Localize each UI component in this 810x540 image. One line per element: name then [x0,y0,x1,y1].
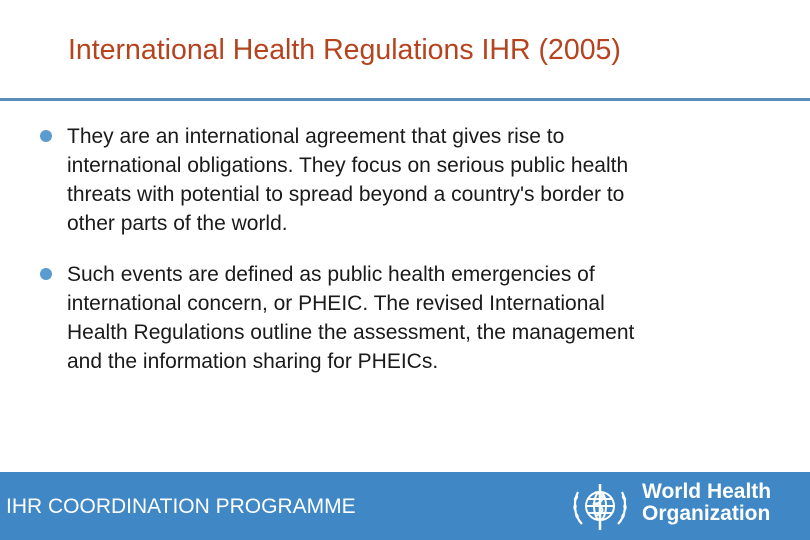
who-emblem-icon [568,476,632,538]
bullet-line: Health Regulations outline the assessment, the management [67,321,635,344]
bullet-line: international obligations. They focus on serious public health [67,154,629,177]
bullet-line: other parts of the world. [67,212,288,235]
bullet-list [38,122,778,398]
bullet-dot-icon [40,130,52,142]
who-wordmark-line1: World Health [642,480,772,503]
footer-program-label: IHR COORDINATION PROGRAMME [6,495,356,518]
bullet-line: and the information sharing for PHEICs. [67,350,439,373]
bullet-item [38,122,778,238]
bullet-dot-icon [40,268,52,280]
title-divider [0,98,810,101]
who-wordmark-line2: Organization [642,502,771,525]
who-wordmark [642,481,771,525]
bullet-line: threats with potential to spread beyond a country's border to [67,183,625,206]
bullet-line: Such events are defined as public health emergencies of [67,263,595,286]
bullet-item [38,260,778,376]
slide-title: International Health Regulations IHR (2005) [68,34,621,66]
bullet-line: international concern, or PHEIC. The revised International [67,292,605,315]
bullet-line: They are an international agreement that gives rise to [67,125,565,148]
